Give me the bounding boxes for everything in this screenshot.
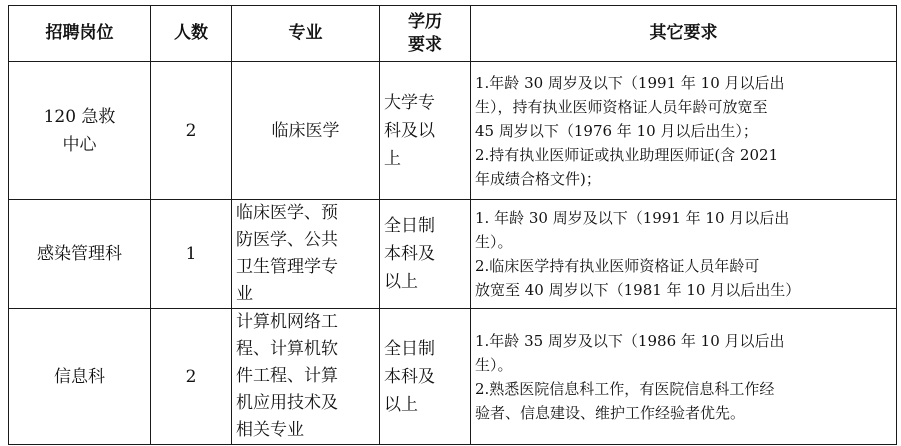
- education-line: 上: [384, 148, 401, 169]
- major-line: 临床医学: [271, 120, 340, 141]
- major-line: 业: [236, 284, 253, 304]
- table-row: [9, 200, 897, 309]
- count-cell: 2: [151, 309, 232, 445]
- major-cell: [232, 200, 380, 309]
- education-line: 全日制: [384, 216, 435, 236]
- position-cell: [9, 62, 151, 200]
- requirement-line: 年成绩合格文件)；: [475, 169, 601, 188]
- education-cell: [380, 200, 471, 309]
- requirements-cell: [471, 309, 897, 445]
- header-major: 专业: [232, 6, 380, 62]
- major-line: 卫生管理学专: [236, 257, 338, 277]
- header-count: 人数: [151, 6, 232, 62]
- major-line: 相关专业: [236, 420, 304, 440]
- header-education: [380, 6, 471, 62]
- requirement-line: 2.临床医学持有执业医师资格证人员年龄可: [475, 257, 760, 275]
- major-line: 临床医学、预: [236, 203, 338, 223]
- major-line: 件工程、计算: [236, 366, 338, 386]
- count-cell: 2: [151, 62, 232, 200]
- position-line: 信息科: [54, 366, 105, 387]
- education-line: 本科及: [384, 244, 435, 264]
- header-education-line: 学历: [408, 11, 442, 32]
- education-line: 大学专: [384, 92, 435, 113]
- requirement-line: 45 周岁以下（1976 年 10 月以后出生）；: [475, 121, 758, 140]
- position-cell: [9, 200, 151, 309]
- table-header-row: [9, 6, 897, 62]
- education-line: 科及以: [384, 120, 435, 141]
- education-line: 本科及: [384, 366, 435, 387]
- education-line: 全日制: [384, 338, 435, 359]
- requirement-line: 生）。: [475, 355, 513, 374]
- education-line: 以上: [384, 394, 418, 415]
- position-line: 中心: [62, 134, 97, 155]
- requirement-line: 放宽至 40 周岁以下（1981 年 10 月以后出生）: [475, 281, 801, 299]
- major-line: 机应用技术及: [236, 393, 338, 413]
- major-line: 防医学、公共: [236, 230, 338, 250]
- requirement-line: 验者、信息建设、维护工作经验者优先。: [475, 403, 746, 422]
- education-line: 以上: [384, 272, 418, 292]
- header-requirements: 其它要求: [471, 6, 897, 62]
- requirement-line: 1. 年龄 30 周岁及以下（1991 年 10 月以后出: [475, 209, 790, 227]
- count-cell: 1: [151, 200, 232, 309]
- table-row: [9, 62, 897, 200]
- requirements-cell: [471, 62, 897, 200]
- education-cell: [380, 62, 471, 200]
- requirement-line: 1.年龄 30 周岁及以下（1991 年 10 月以后出: [475, 73, 785, 92]
- position-line: 感染管理科: [37, 244, 122, 264]
- header-education-line: 要求: [408, 34, 442, 55]
- major-line: 程、计算机软: [236, 339, 338, 359]
- header-position: 招聘岗位: [9, 6, 151, 62]
- major-cell: [232, 309, 380, 445]
- requirement-line: 生）。: [475, 233, 513, 251]
- requirements-cell: [471, 200, 897, 309]
- requirement-line: 1.年龄 35 周岁及以下（1986 年 10 月以后出: [475, 331, 785, 350]
- education-cell: [380, 309, 471, 445]
- position-line: 120 急救: [43, 106, 116, 127]
- requirement-line: 2.持有执业医师证或执业助理医师证(含 2021: [475, 145, 779, 164]
- table-row: [9, 309, 897, 445]
- requirement-line: 生），持有执业医师资格证人员年龄可放宽至: [475, 97, 768, 116]
- requirement-line: 2.熟悉医院信息科工作，有医院信息科工作经: [475, 379, 775, 398]
- position-cell: [9, 309, 151, 445]
- major-cell: [232, 62, 380, 200]
- recruitment-table: [8, 5, 897, 445]
- major-line: 计算机网络工: [236, 312, 338, 332]
